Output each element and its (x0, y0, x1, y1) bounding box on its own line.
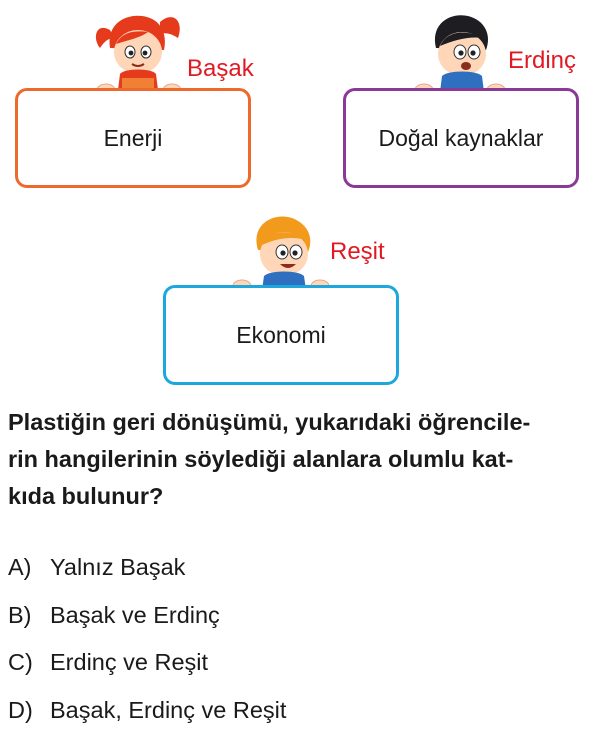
boy-character-illustration (410, 8, 510, 100)
girl-character-illustration (88, 8, 188, 100)
question-line: Plastiğin geri dönüşümü, yukarıdaki öğrencile- (8, 404, 598, 441)
topic-label: Ekonomi (236, 322, 325, 349)
student-name-basak: Başak (187, 57, 254, 81)
question-line: rin hangilerinin söylediği alanlara olumlu kat- (8, 441, 598, 478)
student-name-erdinc: Erdinç (508, 49, 576, 73)
topic-card-enerji (15, 88, 251, 188)
option-letter: D) (8, 692, 50, 739)
topic-card-dogal-kaynaklar (343, 88, 579, 188)
option-text: Erdinç ve Reşit (50, 644, 208, 692)
option-a[interactable] (8, 549, 598, 597)
question-line: kıda bulunur? (8, 478, 598, 515)
option-letter: B) (8, 597, 50, 645)
topic-label: Enerji (104, 125, 163, 152)
question-text (8, 404, 598, 515)
option-c[interactable] (8, 644, 598, 692)
option-text: Yalnız Başak (50, 549, 185, 597)
option-letter: C) (8, 644, 50, 692)
answer-options (8, 549, 598, 739)
topic-label: Doğal kaynaklar (379, 125, 544, 152)
option-letter: A) (8, 549, 50, 597)
option-b[interactable] (8, 597, 598, 645)
student-name-resit: Reşit (330, 240, 385, 264)
option-text: Başak ve Erdinç (50, 597, 220, 645)
option-text: Başak, Erdinç ve Reşit (50, 692, 286, 739)
topic-card-ekonomi (163, 285, 399, 385)
